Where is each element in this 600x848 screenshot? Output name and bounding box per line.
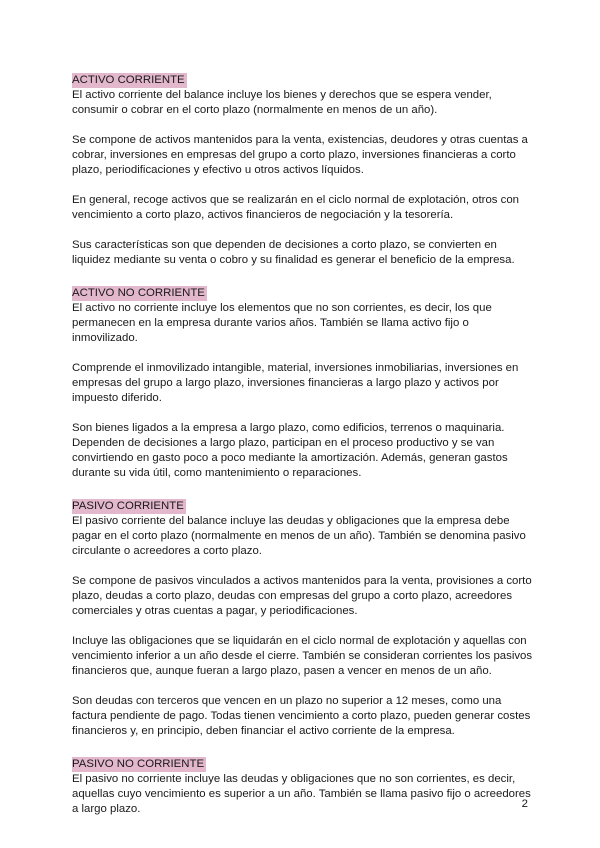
paragraph: En general, recoge activos que se realizarán en el ciclo normal de explotación, otros con vencimiento a corto plazo, activos financieros de negociación y la tesorería. <box>72 194 520 221</box>
section-heading: ACTIVO CORRIENTE <box>72 74 185 86</box>
paragraph: Son deudas con terceros que vencen en un plazo no superior a 12 meses, como una factura pendiente de pago. Todas tienen vencimiento a corto plazo, pueden generar costes financieros y, en principio, deben financiar el activo corriente de la empresa. <box>72 695 531 737</box>
paragraph: El activo no corriente incluye los elementos que no son corrientes, es decir, los que permanecen en la empresa durante varios años. También se llama activo fijo o inmovilizado. <box>72 302 492 344</box>
section-heading: ACTIVO NO CORRIENTE <box>72 287 205 299</box>
section-heading: PASIVO CORRIENTE <box>72 500 184 512</box>
paragraph: Comprende el inmovilizado intangible, material, inversiones inmobiliarias, inversiones en empresas del grupo a largo plazo, inversiones financieras a largo plazo y activos por impuesto diferido. <box>72 362 519 404</box>
paragraph: El activo corriente del balance incluye los bienes y derechos que se espera vender, consumir o cobrar en el corto plazo (normalmente en menos de un año). <box>72 89 492 116</box>
paragraph: Son bienes ligados a la empresa a largo plazo, como edificios, terrenos o maquinaria. Dependen de decisiones a largo plazo, participan en el proceso productivo y se van convirtiendo en gasto poco a poco mediante la amortización. Además, generan gastos durante su vida útil, como mantenimiento o reparaciones. <box>72 422 508 479</box>
paragraph: El pasivo corriente del balance incluye las deudas y obligaciones que la empresa debe pagar en el corto plazo (normalmente en menos de un año). También se denomina pasivo circulante o acreedores a corto plazo. <box>72 515 526 557</box>
paragraph: Sus características son que dependen de decisiones a corto plazo, se convierten en liquidez mediante su venta o cobro y su finalidad es generar el beneficio de la empresa. <box>72 239 515 266</box>
section-activo-no-corriente <box>72 283 534 481</box>
paragraph: El pasivo no corriente incluye las deudas y obligaciones que no son corrientes, es decir, aquellas cuyo vencimiento es superior a un año. También se llama pasivo fijo o acreedores a largo plazo. <box>72 773 531 815</box>
section-activo-corriente <box>72 70 534 268</box>
paragraph: Se compone de pasivos vinculados a activos mantenidos para la venta, provisiones a corto plazo, deudas a corto plazo, deudas con empresas del grupo a corto plazo, acreedores comerciales y otras cuentas a pagar, y periodificaciones. <box>72 575 532 617</box>
section-pasivo-no-corriente <box>72 754 534 817</box>
page-number: 2 <box>521 798 528 810</box>
document-body <box>72 70 534 832</box>
paragraph: Incluye las obligaciones que se liquidarán en el ciclo normal de explotación y aquellas con vencimiento inferior a un año desde el cierre. También se consideran corrientes los pasivos financieros que, aunque fueran a largo plazo, pasen a vencer en menos de un año. <box>72 635 533 677</box>
section-pasivo-corriente <box>72 496 534 739</box>
paragraph: Se compone de activos mantenidos para la venta, existencias, deudores y otras cuentas a cobrar, inversiones en empresas del grupo a corto plazo, inversiones financieras a corto plazo, periodificaciones y efectivo u otros activos líquidos. <box>72 134 528 176</box>
section-heading: PASIVO NO CORRIENTE <box>72 758 205 770</box>
